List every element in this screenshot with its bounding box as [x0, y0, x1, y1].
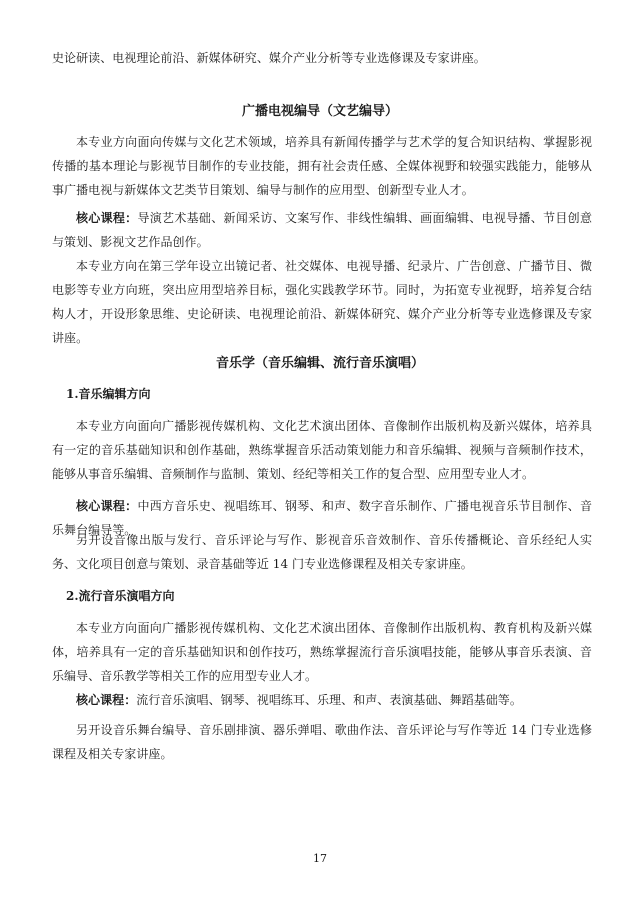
page-number: 17: [313, 852, 327, 865]
section1-intro: 本专业方向面向传媒与文化艺术领域，培养具有新闻传播学与艺术学的复合知识结构、掌握影视传播的基本理论与影视节目制作的专业技能，拥有社会责任感、全媒体视野和较强实践能力，能够从事广播电视与新媒体文艺类节目策划、编导与制作的应用型、创新型专业人才。: [52, 135, 592, 197]
section2-sub2-extra: 另开设音乐舞台编导、音乐剧排演、器乐弹唱、歌曲作法、音乐评论与写作等近 14 门专业选修课程及相关专家讲座。: [52, 723, 592, 761]
section2-sub1-intro: 本专业方向面向广播影视传媒机构、文化艺术演出团体、音像制作出版机构及新兴媒体，培养具有一定的音乐基础知识和创作基础，熟练掌握音乐活动策划能力和音乐编辑、视频与音频制作技术，能够从事音乐编辑、音频制作与监制、策划、经纪等相关工作的复合型、应用型专业人才。: [52, 419, 592, 481]
section2-title: 音乐学（音乐编辑、流行音乐演唱）: [215, 356, 424, 371]
section1-core-label: 核心课程：: [76, 211, 138, 225]
section1-core-courses: [52, 206, 592, 254]
section2-sub1-title: 1.音乐编辑方向: [66, 387, 151, 401]
section2-sub2-core-text: 流行音乐演唱、钢琴、视唱练耳、乐理、和声、表演基础、舞蹈基础等。: [136, 693, 522, 707]
top-paragraph: 史论研读、电视理论前沿、新媒体研究、媒介产业分析等专业选修课及专家讲座。: [52, 51, 486, 65]
section2-sub2-core-label: 核心课程：: [76, 693, 137, 707]
section1-title: 广播电视编导（文艺编导）: [241, 104, 398, 119]
section2-sub1-core-label: 核心课程：: [76, 499, 138, 513]
section2-sub2-core-courses: [52, 688, 592, 712]
section2-sub2-title: 2.流行音乐演唱方向: [66, 589, 175, 603]
section2-sub1-core-text: 中西方音乐史、视唱练耳、钢琴、和声、数字音乐制作、广播电视音乐节目制作、音乐舞台编导等。: [52, 499, 592, 537]
section2-sub2-intro: 本专业方向面向广播影视传媒机构、文化艺术演出团体、音像制作出版机构、教育机构及新兴媒体，培养具有一定的音乐基础知识和创作技巧，熟练掌握流行音乐演唱技能，能够从事音乐表演、音乐编导、音乐教学等相关工作的应用型专业人才。: [52, 621, 592, 683]
section1-core-text: 导演艺术基础、新闻采访、文案写作、非线性编辑、画面编辑、电视导播、节目创意与策划、影视文艺作品创作。: [52, 211, 592, 249]
section2-sub1-extra: 另开设音像出版与发行、音乐评论与写作、影视音乐音效制作、音乐传播概论、音乐经纪人实务、文化项目创意与策划、录音基础等近 14 门专业选修课程及相关专家讲座。: [52, 533, 592, 571]
section1-extra: 本专业方向在第三学年设立出镜记者、社交媒体、电视导播、纪录片、广告创意、广播节目、微电影等专业方向班，突出应用型培养目标，强化实践教学环节。同时，为拓宽专业视野，培养复合结构人才，开设形象思维、史论研读、电视理论前沿、新媒体研究、媒介产业分析等专业选修课及专家讲座。: [52, 259, 592, 345]
